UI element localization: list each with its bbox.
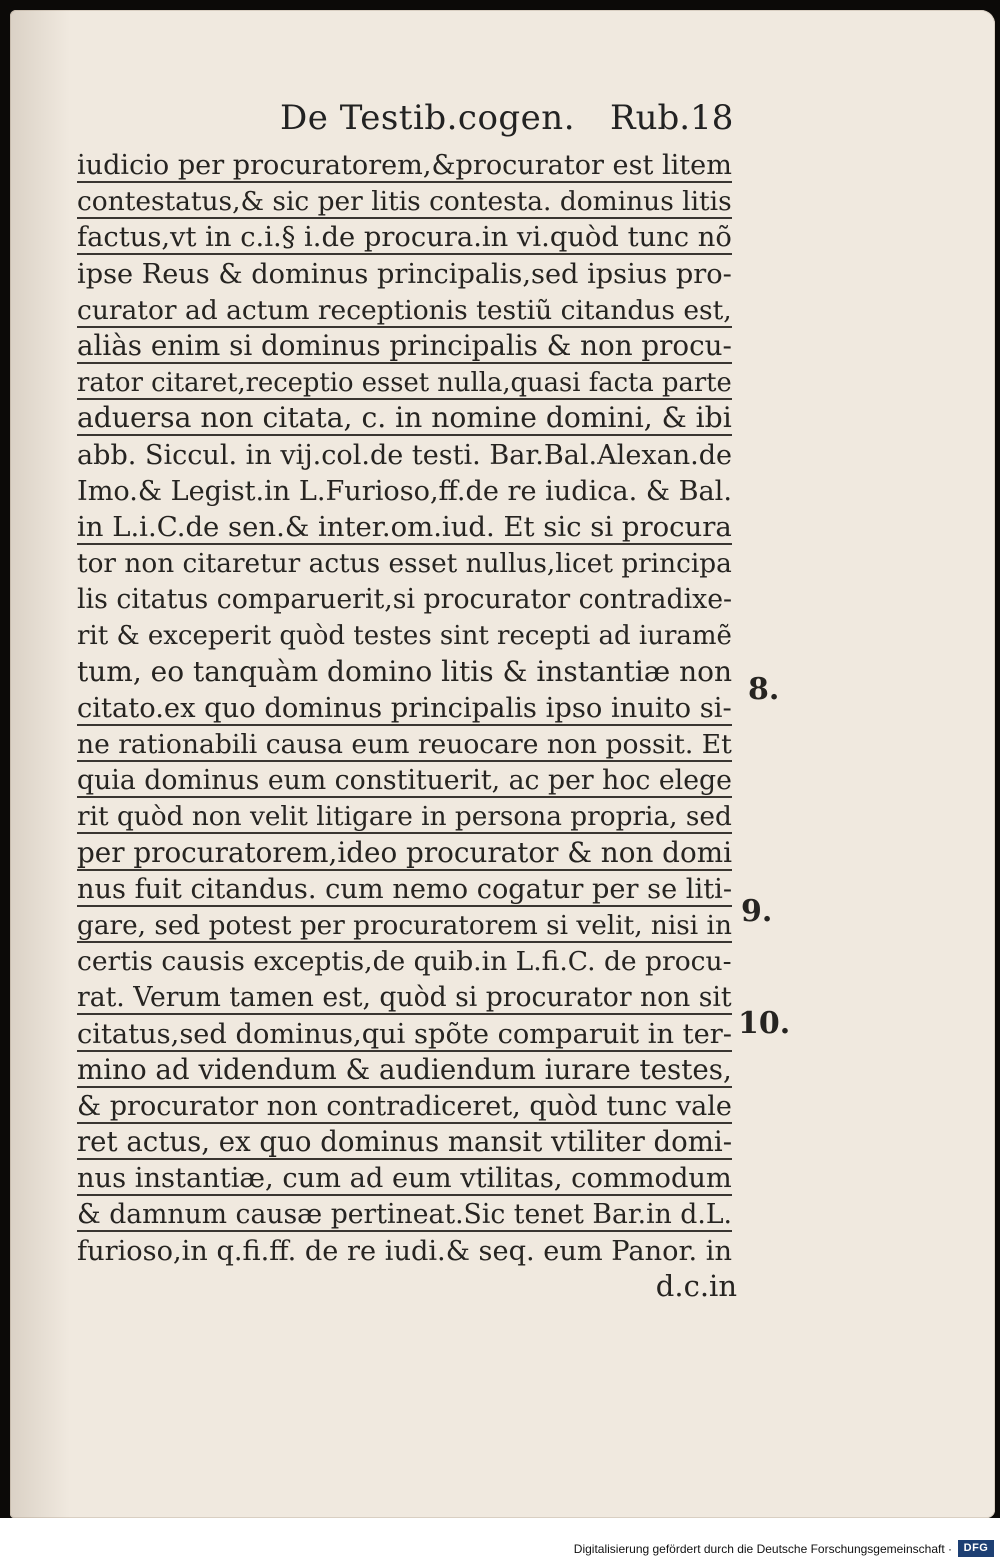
text-line (77, 942, 737, 978)
text-line-content: iudicio per procuratorem,&procurator est litem (77, 150, 732, 181)
credit-text: Digitalisierung gefördert durch die Deutsche Forschungsgemeinschaft · (573, 1542, 952, 1556)
margin-number: 9. (741, 894, 773, 929)
text-line-content: ne rationabili causa eum reuocare non possit. Et (77, 729, 732, 760)
text-line-content: ipse Reus & dominus principalis,sed ipsius pro- (77, 258, 732, 290)
text-line (77, 653, 737, 689)
text-line-content: rat. Verum tamen est, quòd si procurator non sit (77, 982, 732, 1014)
text-line (77, 1123, 737, 1159)
text-line (77, 725, 737, 761)
margin-number: 10. (738, 1006, 791, 1041)
text-line-content: curator ad actum receptionis testiũ citandus est, (77, 294, 732, 326)
text-line (77, 834, 737, 870)
text-line (77, 472, 737, 508)
text-line-content: aliàs enim si dominus principalis & non procu- (77, 328, 732, 362)
text-line (77, 508, 737, 544)
running-head-rubric: Rub.18 (610, 98, 734, 138)
text-line (77, 761, 737, 797)
text-line (77, 1232, 737, 1268)
digitization-credit-bar (0, 1518, 1000, 1564)
text-line-content: Imo.& Legist.in L.Furioso,ff.de re iudica. & Bal. (77, 475, 732, 507)
book-page (10, 10, 995, 1518)
text-line-content: tor non citaretur actus esset nullus,licet principa (77, 549, 732, 580)
text-line (77, 580, 737, 616)
text-line-content: gare, sed potest per procuratorem si velit, nisi in (77, 910, 732, 941)
text-line (77, 327, 737, 363)
dfg-logo: DFG (958, 1540, 994, 1557)
text-line-content: & procurator non contradiceret, quòd tunc vale (77, 1090, 732, 1122)
text-line (77, 182, 737, 218)
text-line (77, 544, 737, 580)
catchword (77, 1268, 737, 1304)
text-line-content: tum, eo tanquàm domino litis & instantiæ non (77, 654, 733, 688)
text-line (77, 1015, 737, 1051)
text-line (77, 218, 737, 254)
text-line-content: per procuratorem,ideo procurator & non domi (77, 835, 732, 869)
text-line-content: nus fuit citandus. cum nemo cogatur per se liti- (77, 873, 733, 905)
body-text (77, 146, 737, 1304)
text-line-content: furioso,in q.fi.ff. de re iudi.& seq. eum Panor. in (77, 1235, 732, 1267)
text-line-content: rit quòd non velit litigare in persona propria, sed (77, 802, 732, 833)
margin-number: 8. (748, 672, 780, 707)
text-line-content: lis citatus comparuerit,si procurator contradixe- (77, 584, 733, 616)
running-head-title: De Testib.cogen. (280, 98, 576, 138)
catchword-text: d.c.in (655, 1268, 737, 1303)
text-line-content: aduersa non citata, c. in nomine domini, & ibi (77, 401, 732, 435)
text-line (77, 1087, 737, 1123)
text-line (77, 291, 737, 327)
page-gutter-shadow (10, 10, 70, 1518)
text-line-content: in L.i.C.de sen.& inter.om.iud. Et sic si procura (77, 510, 732, 543)
text-line (77, 255, 737, 291)
text-line-content: nus instantiæ, cum ad eum vtilitas, commodum (77, 1163, 732, 1195)
text-line (77, 797, 737, 833)
text-line-content: abb. Siccul. in vij.col.de testi. Bar.Bal.Alexan.de (77, 439, 733, 471)
text-line-content: mino ad videndum & audiendum iurare testes, (77, 1052, 732, 1086)
text-line (77, 1195, 737, 1231)
text-line-content: ret actus, ex quo dominus mansit vtiliter domi- (77, 1125, 733, 1159)
text-line (77, 689, 737, 725)
text-line (77, 978, 737, 1014)
text-line-content: rit & exceperit quòd testes sint recepti ad iuramẽ (77, 621, 732, 652)
text-line-content: certis causis exceptis,de quib.in L.fi.C. de procu- (77, 946, 732, 978)
text-line (77, 616, 737, 652)
text-line (77, 906, 737, 942)
text-line-content: rator citaret,receptio esset nulla,quasi facta parte (77, 368, 732, 399)
text-line (77, 436, 737, 472)
text-line (77, 399, 737, 435)
text-line (77, 1159, 737, 1195)
text-line (77, 363, 737, 399)
text-line (77, 870, 737, 906)
text-line (77, 1051, 737, 1087)
text-line-content: contestatus,& sic per litis contesta. dominus litis (77, 186, 732, 218)
text-line-content: citatus,sed dominus,qui spõte comparuit in ter- (77, 1018, 732, 1050)
text-line (77, 146, 737, 182)
text-line-content: citato.ex quo dominus principalis ipso inuito si- (77, 692, 732, 724)
text-line-content: & damnum causæ pertineat.Sic tenet Bar.in d.L. (77, 1199, 733, 1231)
text-line-content: quia dominus eum constituerit, ac per hoc elege (77, 765, 732, 797)
text-line-content: factus,vt in c.i.§ i.de procura.in vi.quòd tunc nõ (77, 222, 732, 254)
